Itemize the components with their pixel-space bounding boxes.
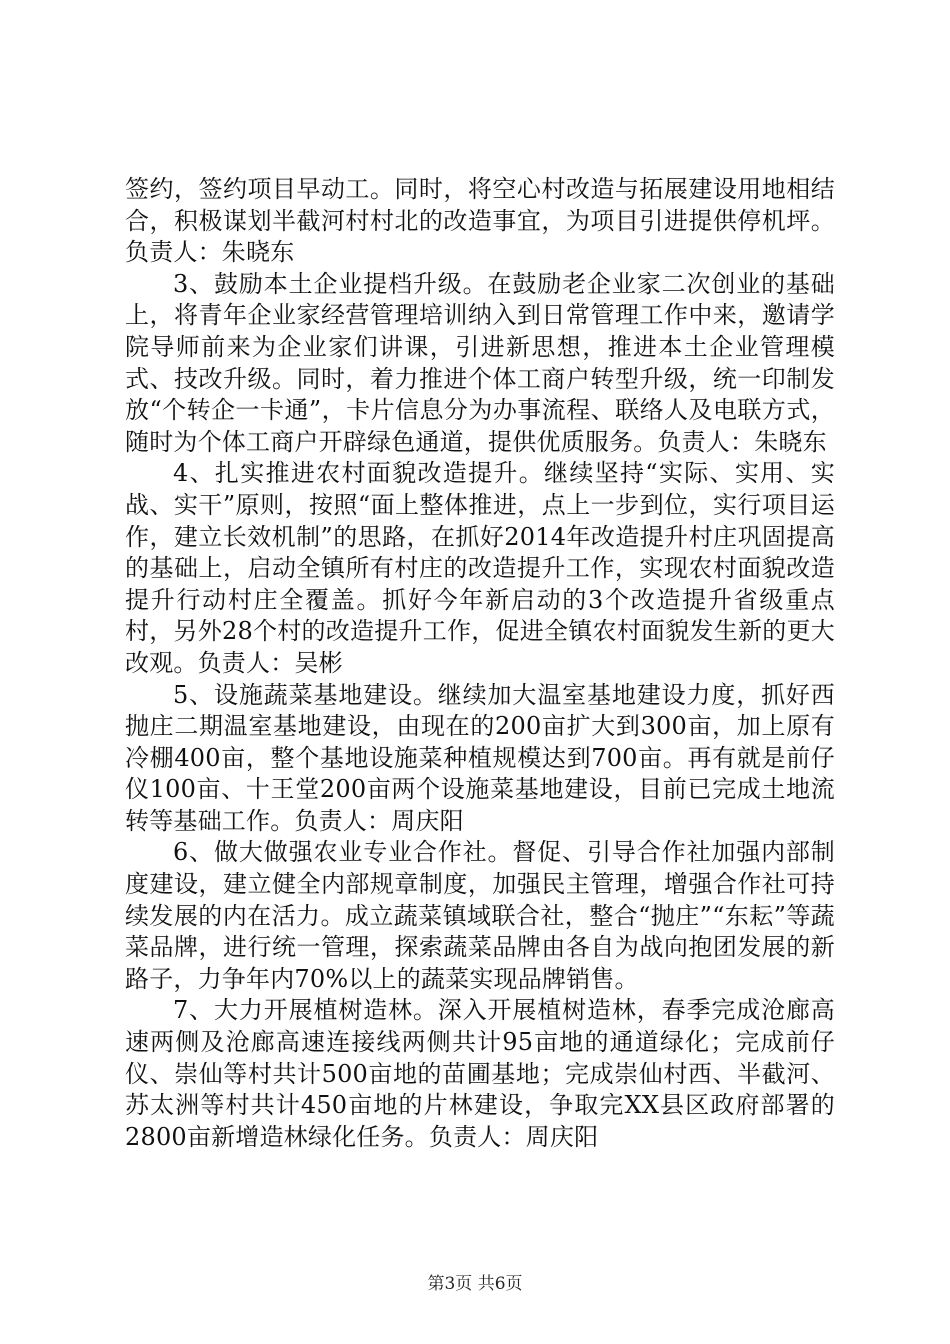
paragraph-item-4: 4、扎实推进农村面貌改造提升。继续坚持“实际、实用、实战、实干”原则，按照“面上整体推进，点上一步到位，实行项目运作，建立长效机制”的思路，在抓好2014年改造提升村庄巩固提高的基础上，启动全镇所有村庄的改造提升工作，实现农村面貌改造提升行动村庄全覆盖。抓好今年新启动的3个改造提升省级重点村，另外28个村的改造提升工作，促进全镇农村面貌发生新的更大改观。负责人：吴彬 — [125, 459, 835, 677]
paragraph-item-3: 3、鼓励本土企业提档升级。在鼓励老企业家二次创业的基础上，将青年企业家经营管理培训纳入到日常管理工作中来，邀请学院导师前来为企业家们讲课，引进新思想，推进本土企业管理模式、技改升级。同时，着力推进个体工商户转型升级，统一印制发放“个转企一卡通”，卡片信息分为办事流程、联络人及电联方式，随时为个体工商户开辟绿色通道，提供优质服务。负责人：朱晓东 — [125, 269, 835, 456]
page-footer — [0, 1273, 950, 1295]
page-number-label: 第3页 共6页 — [427, 1274, 523, 1294]
document-body — [125, 174, 835, 1153]
paragraph-item-6: 6、做大做强农业专业合作社。督促、引导合作社加强内部制度建设，建立健全内部规章制度，加强民主管理，增强合作社可持续发展的内在活力。成立蔬菜镇域联合社，整合“抛庄”“东耘”等蔬菜品牌，进行统一管理，探索蔬菜品牌由各自为战向抱团发展的新路子，力争年内70%以上的蔬菜实现品牌销售。 — [125, 838, 835, 993]
paragraph-item-7: 7、大力开展植树造林。深入开展植树造林，春季完成沧廊高速两侧及沧廊高速连接线两侧共计95亩地的通道绿化；完成前仔仪、崇仙等村共计500亩地的苗圃基地；完成崇仙村西、半截河、苏太洲等村共计450亩地的片林建设，争取完XX县区政府部署的2800亩新增造林绿化任务。负责人：周庆阳 — [125, 996, 835, 1151]
paragraph-continuation: 签约，签约项目早动工。同时，将空心村改造与拓展建设用地相结合，积极谋划半截河村村北的改造事宜，为项目引进提供停机坪。负责人：朱晓东 — [125, 175, 835, 267]
paragraph-item-5: 5、设施蔬菜基地建设。继续加大温室基地建设力度，抓好西抛庄二期温室基地建设，由现在的200亩扩大到300亩，加上原有冷棚400亩，整个基地设施菜种植规模达到700亩。再有就是前仔仪100亩、十王堂200亩两个设施菜基地建设，目前已完成土地流转等基础工作。负责人：周庆阳 — [125, 680, 835, 835]
